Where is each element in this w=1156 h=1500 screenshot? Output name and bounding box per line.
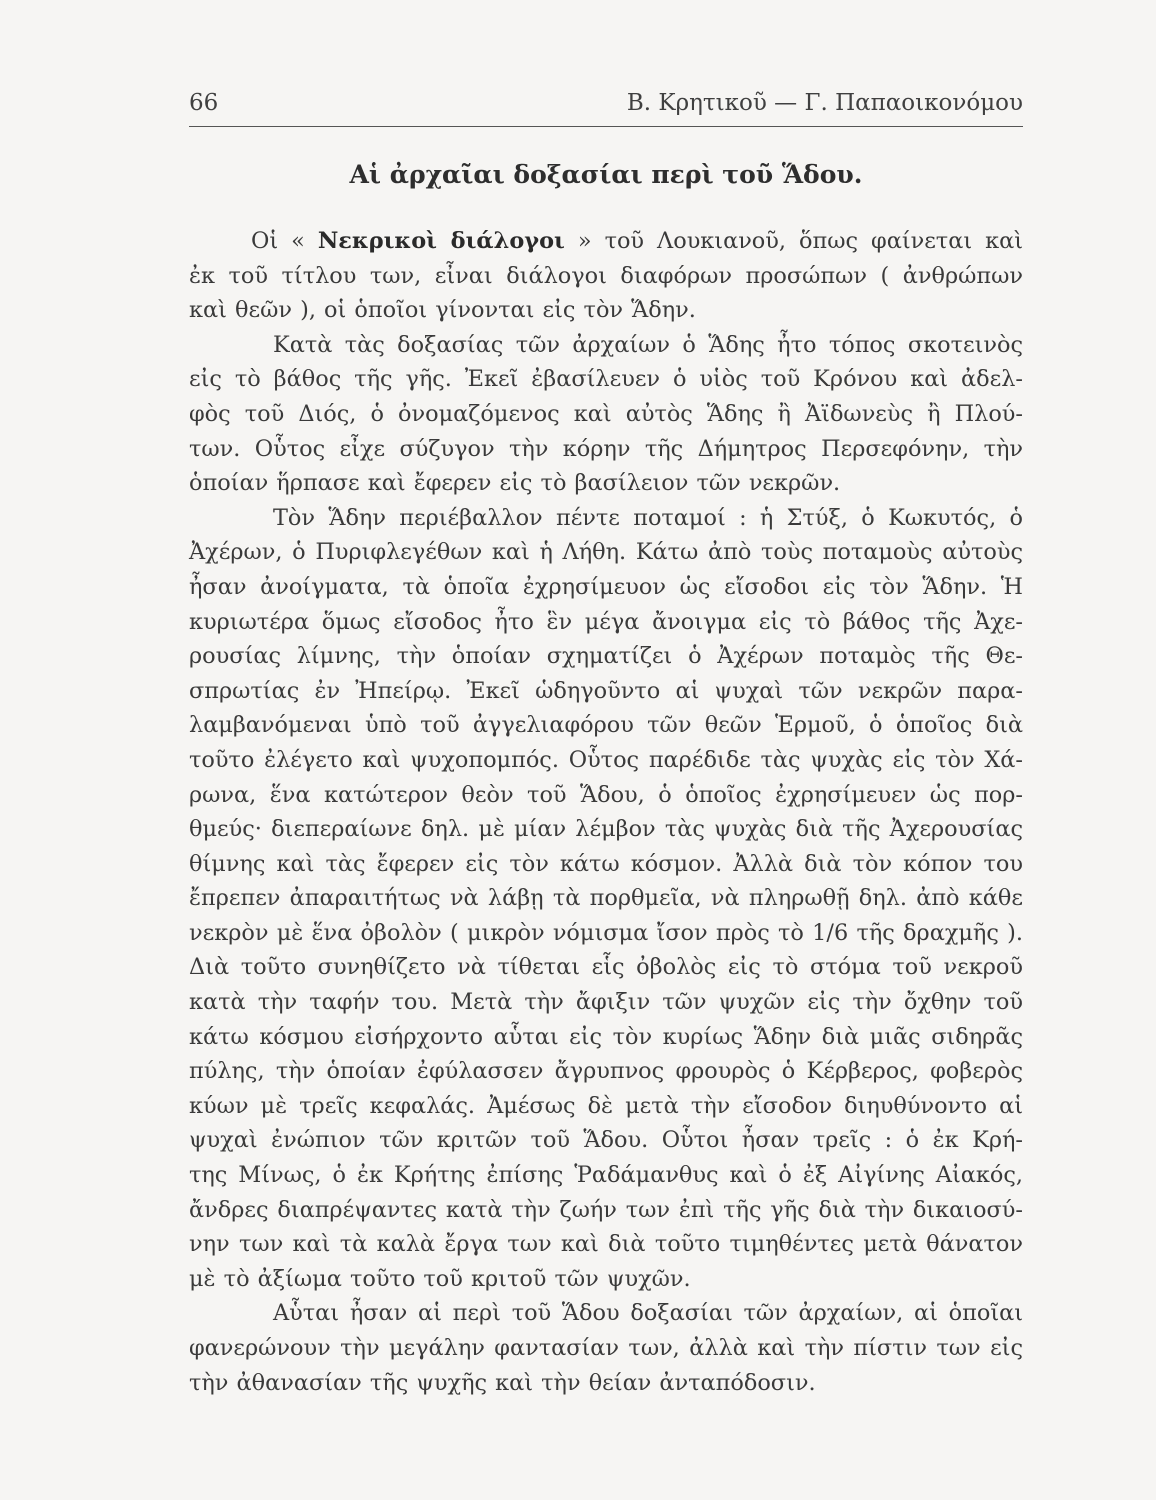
paragraph-1 <box>189 224 1023 328</box>
text-line: λαμβανόμεναι ὑπὸ τοῦ ἀγγελιαφόρου τῶν θεῶν Ἑρμοῦ, ὁ ὁποῖος διὰ <box>189 712 1023 739</box>
text-line: Ἀχέρων, ὁ Πυριφλεγέθων καὶ ἡ Λήθη. Κάτω ἀπὸ τοὺς ποταμοὺς αὐτοὺς <box>189 539 1023 566</box>
text-line: της Μίνως, ὁ ἐκ Κρήτης ἐπίσης Ῥαδάμανθυς καὶ ὁ ἐξ Αἰγίνης Αἰακός, <box>189 1162 1023 1189</box>
text-line: νην των καὶ τὰ καλὰ ἔργα των καὶ διὰ τοῦτο τιμηθέντες μετὰ θάνατον <box>189 1231 1023 1258</box>
paragraph-2 <box>189 328 1023 501</box>
paragraph-3 <box>189 501 1023 1297</box>
text-line: ψυχαὶ ἐνώπιον τῶν κριτῶν τοῦ Ἅδου. Οὗτοι ἦσαν τρεῖς : ὁ ἐκ Κρή- <box>189 1127 1023 1154</box>
page-number: 66 <box>189 90 219 116</box>
text-line: κάτω κόσμου εἰσήρχοντο αὗται εἰς τὸν κυρίως Ἅδην διὰ μιᾶς σιδηρᾶς <box>189 1023 1023 1050</box>
text-line: φὸς τοῦ Διός, ὁ ὀνομαζόμενος καὶ αὐτὸς Ἅδης ἢ Ἀϊδωνεὺς ἢ Πλού- <box>189 400 1023 427</box>
text-line: σπρωτίας ἐν Ἠπείρῳ. Ἐκεῖ ὡδηγοῦντο αἱ ψυχαὶ τῶν νεκρῶν παρα- <box>189 677 1023 704</box>
text-line: πύλης, τὴν ὁποίαν ἐφύλασσεν ἄγρυπνος φρουρὸς ὁ Κέρβερος, φοβερὸς <box>189 1058 1023 1085</box>
text-line: ἦσαν ἀνοίγματα, τὰ ὁποῖα ἐχρησίμευον ὡς εἴσοδοι εἰς τὸν Ἅδην. Ἡ <box>189 573 1023 600</box>
text-line: ἐκ τοῦ τίτλου των, εἶναι διάλογοι διαφόρων προσώπων ( ἀνθρώπων <box>189 262 1023 289</box>
text-line: κυριωτέρα ὅμως εἴσοδος ἦτο ἓν μέγα ἄνοιγμα εἰς τὸ βάθος τῆς Ἀχε- <box>189 608 1023 635</box>
text-line: Κατὰ τὰς δοξασίας τῶν ἀρχαίων ὁ Ἅδης ἦτο τόπος σκοτεινὸς <box>273 331 1023 358</box>
work-title-bold: Νεκρικοὶ διάλογοι <box>317 228 565 254</box>
article-title: Αἱ ἀρχαῖαι δοξασίαι περὶ τοῦ Ἅδου. <box>349 160 863 189</box>
text-line: τοῦτο ἐλέγετο καὶ ψυχοπομπός. Οὗτος παρέδιδε τὰς ψυχὰς εἰς τὸν Χά- <box>189 746 1023 773</box>
text-line: θίμνης καὶ τὰς ἔφερεν εἰς τὸν κάτω κόσμον. Ἀλλὰ διὰ τὸν κόπον του <box>189 850 1023 877</box>
text-line: ρωνα, ἕνα κατώτερον θεὸν τοῦ Ἅδου, ὁ ὁποῖος ἐχρησίμευεν ὡς πορ- <box>189 781 1023 808</box>
text-span: Οἱ « <box>251 228 318 254</box>
text-line: τὴν ἀθανασίαν τῆς ψυχῆς καὶ τὴν θείαν ἀνταπόδοσιν. <box>189 1369 816 1396</box>
text-line <box>189 224 1023 259</box>
running-head: Β. Κρητικοῦ — Γ. Παπαοικονόμου <box>626 90 1023 116</box>
paragraph-4 <box>189 1296 1023 1400</box>
article-body <box>189 224 1023 1400</box>
text-line: Αὗται ἦσαν αἱ περὶ τοῦ Ἅδου δοξασίαι τῶν ἀρχαίων, αἱ ὁποῖαι <box>273 1300 1023 1327</box>
text-line: θμεύς· διεπεραίωνε δηλ. μὲ μίαν λέμβον τὰς ψυχὰς διὰ τῆς Ἀχερουσίας <box>189 816 1023 843</box>
text-line: φανερώνουν τὴν μεγάλην φαντασίαν των, ἀλλὰ καὶ τὴν πίστιν των εἰς <box>189 1335 1023 1361</box>
page-header <box>189 86 1023 126</box>
text-line: εἰς τὸ βάθος τῆς γῆς. Ἐκεῖ ἐβασίλευεν ὁ υἱὸς τοῦ Κρόνου καὶ ἀδελ- <box>189 366 1023 393</box>
text-line: Διὰ τοῦτο συνηθίζετο νὰ τίθεται εἷς ὀβολὸς εἰς τὸ στόμα τοῦ νεκροῦ <box>189 954 1023 981</box>
text-line: των. Οὗτος εἶχε σύζυγον τὴν κόρην τῆς Δήμητρος Περσεφόνην, τὴν <box>189 435 1023 462</box>
text-line: μὲ τὸ ἀξίωμα τοῦτο τοῦ κριτοῦ τῶν ψυχῶν. <box>189 1265 691 1292</box>
text-line: ἔπρεπεν ἀπαραιτήτως νὰ λάβῃ τὰ πορθμεῖα, νὰ πληρωθῇ δηλ. ἀπὸ κάθε <box>189 885 1023 912</box>
text-line: κύων μὲ τρεῖς κεφαλάς. Ἀμέσως δὲ μετὰ τὴν εἴσοδον διηυθύνοντο αἱ <box>189 1092 1023 1119</box>
text-line: ὁποίαν ἥρπασε καὶ ἔφερεν εἰς τὸ βασίλειον τῶν νεκρῶν. <box>189 470 841 497</box>
text-line: νεκρὸν μὲ ἕνα ὀβολὸν ( μικρὸν νόμισμα ἴσον πρὸς τὸ 1/6 τῆς δραχμῆς ). <box>189 919 1023 946</box>
text-line: Τὸν Ἅδην περιέβαλλον πέντε ποταμοί : ἡ Στύξ, ὁ Κωκυτός, ὁ <box>273 504 1023 531</box>
text-line: ρουσίας λίμνης, τὴν ὁποίαν σχηματίζει ὁ Ἀχέρων ποταμὸς τῆς Θε- <box>189 643 1023 670</box>
text-line: κατὰ τὴν ταφήν του. Μετὰ τὴν ἄφιξιν τῶν ψυχῶν εἰς τὴν ὄχθην τοῦ <box>189 989 1023 1016</box>
text-line: καὶ θεῶν ), οἱ ὁποῖοι γίνονται εἰς τὸν Ἅδην. <box>189 297 696 324</box>
header-rule <box>189 126 1023 127</box>
text-span: » τοῦ Λουκιανοῦ, ὅπως φαίνεται καὶ <box>564 228 1023 254</box>
text-line: ἄνδρες διαπρέψαντες κατὰ τὴν ζωήν των ἐπὶ τῆς γῆς διὰ τὴν δικαιοσύ- <box>189 1196 1023 1223</box>
